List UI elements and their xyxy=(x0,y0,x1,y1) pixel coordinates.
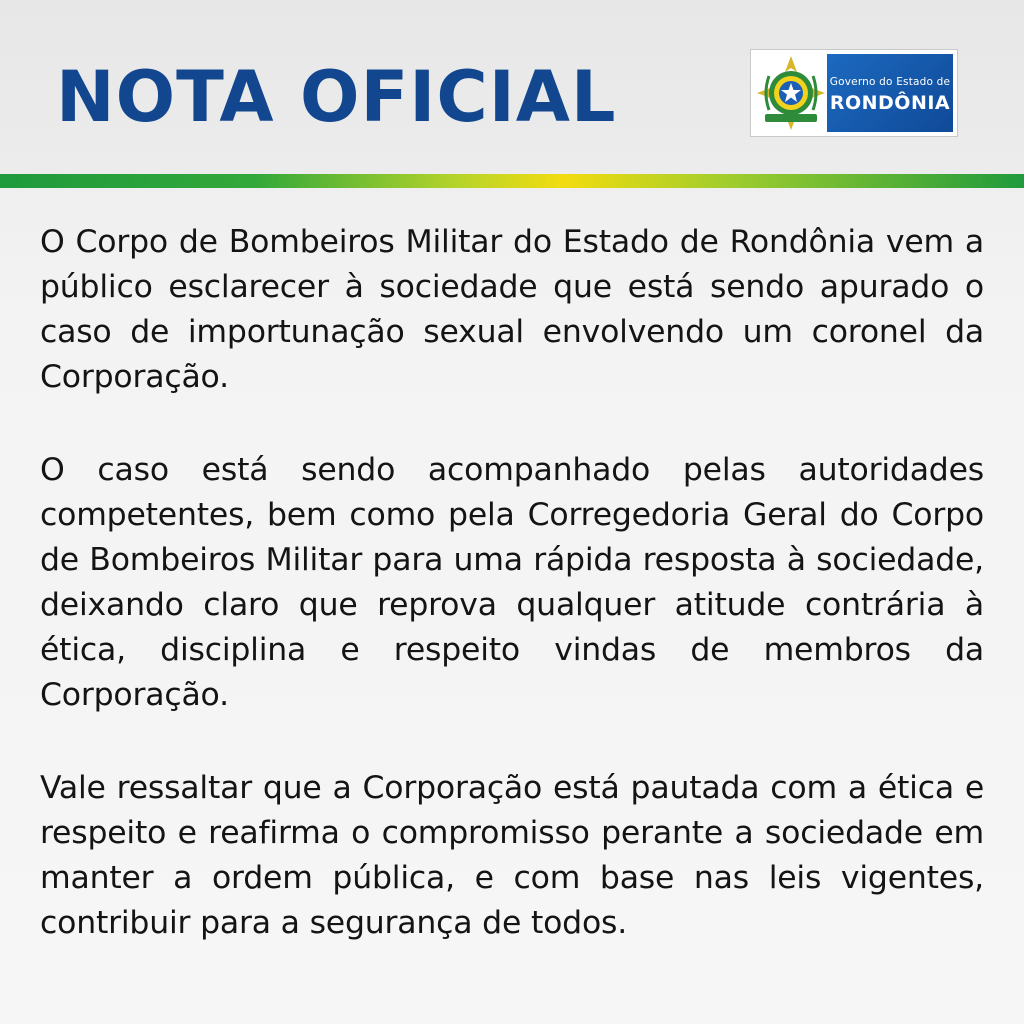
government-logo xyxy=(750,49,958,137)
logo-line1: Governo do Estado de xyxy=(829,76,951,88)
green-yellow-stripe xyxy=(0,174,1024,188)
logo-line2: RONDÔNIA xyxy=(829,92,951,114)
logo-text-band xyxy=(827,54,953,132)
page-title: NOTA OFICIAL xyxy=(56,56,617,138)
paragraph-1: O Corpo de Bombeiros Militar do Estado de Rondônia vem a público esclarecer à sociedade que está sendo apurado o caso de importunação sexual envolvendo um coronel da Corporação. xyxy=(40,224,984,395)
state-coat-of-arms-icon xyxy=(755,54,827,132)
note-body xyxy=(40,220,984,994)
paragraph-2: O caso está sendo acompanhado pelas autoridades competentes, bem como pela Corregedoria Geral do Corpo de Bombeiros Militar para uma rápida resposta à sociedade, deixando claro que reprova qualquer atitude contrária à ética, disciplina e respeito vindas de membros da Corporação. xyxy=(40,452,984,713)
paragraph-3: Vale ressaltar que a Corporação está pautada com a ética e respeito e reafirma o compromisso perante a sociedade em manter a ordem pública, e com base nas leis vigentes, contribuir para a segurança de todos. xyxy=(40,770,984,941)
header xyxy=(0,0,1024,174)
